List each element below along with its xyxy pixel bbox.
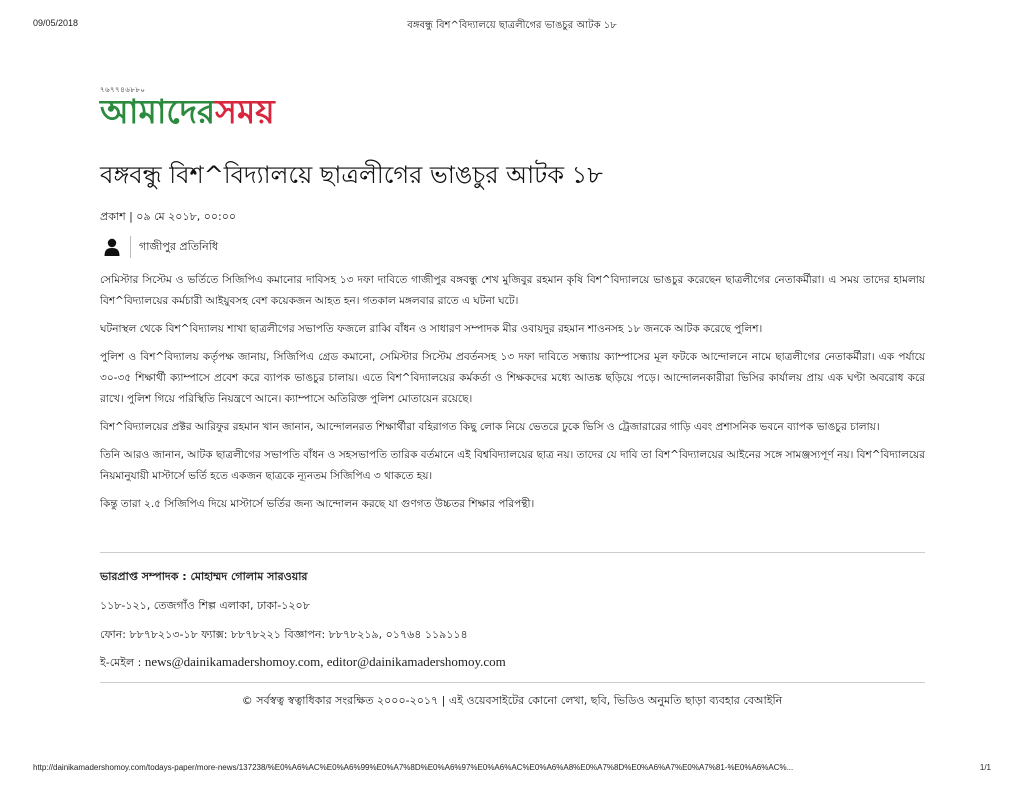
author-name: গাজীপুর প্রতিনিধি <box>139 239 219 253</box>
article-paragraph: বিশ^বিদ্যালয়ের প্রক্টর আরিফুর রহমান খান জানান, আন্দোলনরত শিক্ষার্থীরা বহিরাগত কিছু লোক নিয়ে ভেতরে ঢুকে ভিসি ও ট্রেজারারের গাড়ি এবং প্রশাসনিক ভবনে ব্যাপক ভাঙচুর চালায়। <box>100 421 880 433</box>
article-paragraph: পুলিশ ও বিশ^বিদ্যালয় কর্তৃপক্ষ জানায়, সিজিপিএ গ্রেড কমানো, সেমিস্টার সিস্টেম প্রবর্তনসহ ১৩ দফা দাবিতে সন্ধ্যায় ক্যাম্পাসের মূল ফটকে আন্দোলনে নামে ছাত্রলীগের নেতাকর্মীরা। এক পর্যায়ে ৩০-৩৫ শিক্ষার্থী ক্যাম্পাসে প্রবেশ করে ব্যাপক ভাঙচুর চালায়। এতে বিশ^বিদ্যালয়ের কর্মকর্তা ও শিক্ষকদের মধ্যে আতঙ্ক ছড়িয়ে পড়ে। আন্দোলনকারীরা ভিসির কার্যালয় প্রায় এক ঘণ্টা অবরোধ করে রাখে। পুলিশ গিয়ে পরিস্থিতি নিয়ন্ত্রণে আনে। ক্যাম্পাসে অতিরিক্ত পুলিশ মোতায়েন রয়েছে। <box>100 351 925 405</box>
site-logo[interactable] <box>100 84 360 136</box>
footer-editor: ভারপ্রাপ্ত সম্পাদক : মোহাম্মদ গোলাম সারওয়ার <box>100 570 308 583</box>
footer-phone: ফোন: ৮৮৭৮২১৩-১৮ ফ্যাক্স: ৮৮৭৮২২১ বিজ্ঞাপন: ৮৮৭৮২১৯, ০১৭৬৪ ১১৯১১৪ <box>100 628 468 641</box>
copyright-divider <box>100 682 925 683</box>
logo-text-part1: আমাদের <box>100 92 216 131</box>
footer-address: ১১৮-১২১, তেজগাঁও শিল্প এলাকা, ঢাকা-১২০৮ <box>100 599 310 612</box>
article-paragraph: তিনি আরও জানান, আটক ছাত্রলীগের সভাপতি বাঁধন ও সহসভাপতি তারিক বর্তমানে এই বিশ্ববিদ্যালয়ের ছাত্র নয়। তাদের যে দাবি তা বিশ^বিদ্যালয়ের আইনের সঙ্গে সামঞ্জস্যপূর্ণ নয়। বিশ^বিদ্যালয়ের নিয়মানুযায়ী মাস্টার্সে ভর্তি হতে একজন ছাত্রকে ন্যূনতম সিজিপিএ ৩ থাকতে হয়। <box>100 449 925 482</box>
author-byline <box>100 234 218 260</box>
logo-number: ৭৬৭৭৪৬৮৮০ <box>100 86 146 94</box>
email-links[interactable]: news@dainikamadershomoy.com, editor@dainikamadershomoy.com <box>144 654 506 669</box>
person-icon <box>100 235 124 259</box>
print-url: http://dainikamadershomoy.com/todays-paper/more-news/137238/%E0%A6%AC%E0%A6%99%E0%A7%8D%E0%A6%97%E0%A6%AC%E0%A6%A8%E0%A7%8D%E0%A6%A7%E0%A7%81-%E0%A6%AC%... <box>33 763 794 772</box>
byline-divider <box>130 236 131 258</box>
article-paragraph: কিন্তু তারা ২.৫ সিজিপিএ দিয়ে মাস্টার্সে ভর্তির জন্য আন্দোলন করছে যা গুণগত উচ্চতর শিক্ষার পরিপন্থী। <box>100 498 535 510</box>
article-paragraph: ঘটনাস্থল থেকে বিশ^বিদ্যালয় শাখা ছাত্রলীগের সভাপতি ফজলে রাব্বি বাঁধন ও সাধারণ সম্পাদক মীর ওবায়দুর রহমান শাওনসহ ১৮ জনকে আটক করেছে পুলিশ। <box>100 323 763 335</box>
article-headline: বঙ্গবন্ধু বিশ^বিদ্যালয়ে ছাত্রলীগের ভাঙচুর আটক ১৮ <box>100 161 603 189</box>
footer-email <box>100 654 506 673</box>
print-page-title: বঙ্গবন্ধু বিশ^বিদ্যালয়ে ছাত্রলীগের ভাঙচুর আটক ১৮ <box>407 20 617 31</box>
print-date: 09/05/2018 <box>33 18 79 28</box>
publish-date: প্রকাশ | ০৯ মে ২০১৮, ০০:০০ <box>100 210 237 223</box>
copyright-notice: © সর্বস্বত্ব স্বত্বাধিকার সংরক্ষিত ২০০০-২০১৭ | এই ওয়েবসাইটের কোনো লেখা, ছবি, ভিডিও অনুমতি ছাড়া ব্যবহার বেআইনি <box>241 694 783 707</box>
logo-text-part2: সময় <box>215 92 275 131</box>
article-body <box>100 270 925 522</box>
email-label: ই-মেইল : <box>100 656 145 669</box>
logo-wordmark <box>100 90 275 134</box>
print-page-number: 1/1 <box>979 763 991 772</box>
article-paragraph: সেমিস্টার সিস্টেম ও ভর্তিতে সিজিপিএ কমানোর দাবিসহ ১৩ দফা দাবিতে গাজীপুর বঙ্গবন্ধু শেখ মুজিবুর রহমান কৃষি বিশ^বিদ্যালয়ে ভাঙচুর করেছেন ছাত্রলীগের নেতাকর্মীরা। এ সময় তাদের হামলায় বিশ^বিদ্যালয়ের কর্মচারী আইয়ুবসহ বেশ কয়েকজন আহত হন। গতকাল মঙ্গলবার রাতে এ ঘটনা ঘটে। <box>100 274 925 307</box>
footer-divider <box>100 552 925 553</box>
